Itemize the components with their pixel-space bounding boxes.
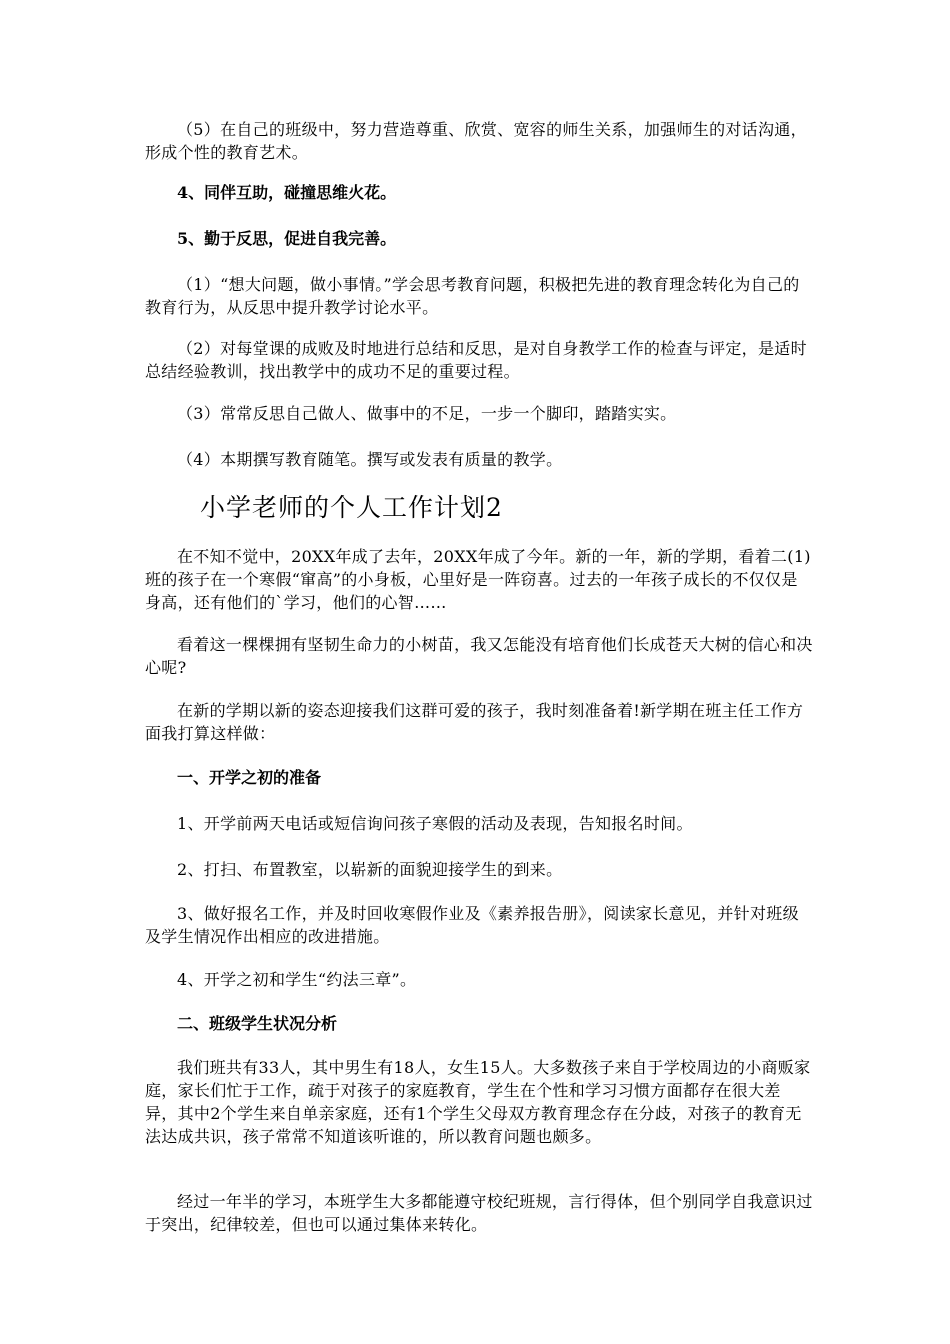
paragraph: 在新的学期以新的姿态迎接我们这群可爱的孩子，我时刻准备着!新学期在班主任工作方面我打算这样做： <box>145 701 804 743</box>
document-title: 小学老师的个人工作计划2 <box>200 493 503 522</box>
section-heading: 5、勤于反思，促进自我完善。 <box>177 229 397 248</box>
section-heading: 4、同伴互助，碰撞思维火花。 <box>177 183 397 202</box>
paragraph: 在不知不觉中，20XX年成了去年，20XX年成了今年。新的一年，新的学期，看着二(1)班的孩子在一个寒假“窜高”的小身板，心里好是一阵窃喜。过去的一年孩子成长的不仅仅是身高，还有他们的`学习，他们的心智…… <box>145 547 811 612</box>
paragraph: （5）在自己的班级中，努力营造尊重、欣赏、宽容的师生关系，加强师生的对话沟通，形成个性的教育艺术。 <box>145 120 807 162</box>
section-heading: 一、开学之初的准备 <box>177 768 322 787</box>
paragraph: 我们班共有33人，其中男生有18人，女生15人。大多数孩子来自于学校周边的小商贩家庭，家长们忙于工作，疏于对孩子的家庭教育，学生在个性和学习习惯方面都存在很大差异，其中2个学生来自单亲家庭，还有1个学生父母双方教育理念存在分歧，对孩子的教育无法达成共识，孩子常常不知道该听谁的，所以教育问题也颇多。 <box>145 1058 811 1146</box>
paragraph: （2）对每堂课的成败及时地进行总结和反思，是对自身教学工作的检查与评定，是适时总结经验教训，找出教学中的成功不足的重要过程。 <box>145 339 807 381</box>
paragraph: 1、开学前两天电话或短信询问孩子寒假的活动及表现，告知报名时间。 <box>177 814 693 833</box>
paragraph: （1）“想大问题，做小事情。”学会思考教育问题，积极把先进的教育理念转化为自己的教育行为，从反思中提升教学讨论水平。 <box>145 275 800 317</box>
paragraph: 看着这一棵棵拥有坚韧生命力的小树苗，我又怎能没有培育他们长成苍天大树的信心和决心呢? <box>145 635 813 677</box>
section-heading: 二、班级学生状况分析 <box>177 1014 338 1033</box>
paragraph: 4、开学之初和学生“约法三章”。 <box>177 970 417 989</box>
paragraph: 2、打扫、布置教室，以崭新的面貌迎接学生的到来。 <box>177 860 563 879</box>
paragraph: （3）常常反思自己做人、做事中的不足，一步一个脚印，踏踏实实。 <box>177 404 677 423</box>
paragraph: （4）本期撰写教育随笔。撰写或发表有质量的教学。 <box>177 450 563 469</box>
paragraph: 3、做好报名工作，并及时回收寒假作业及《素养报告册》，阅读家长意见，并针对班级及学生情况作出相应的改进措施。 <box>145 904 799 946</box>
paragraph: 经过一年半的学习，本班学生大多都能遵守校纪班规，言行得体，但个别同学自我意识过于突出，纪律较差，但也可以通过集体来转化。 <box>145 1192 813 1234</box>
